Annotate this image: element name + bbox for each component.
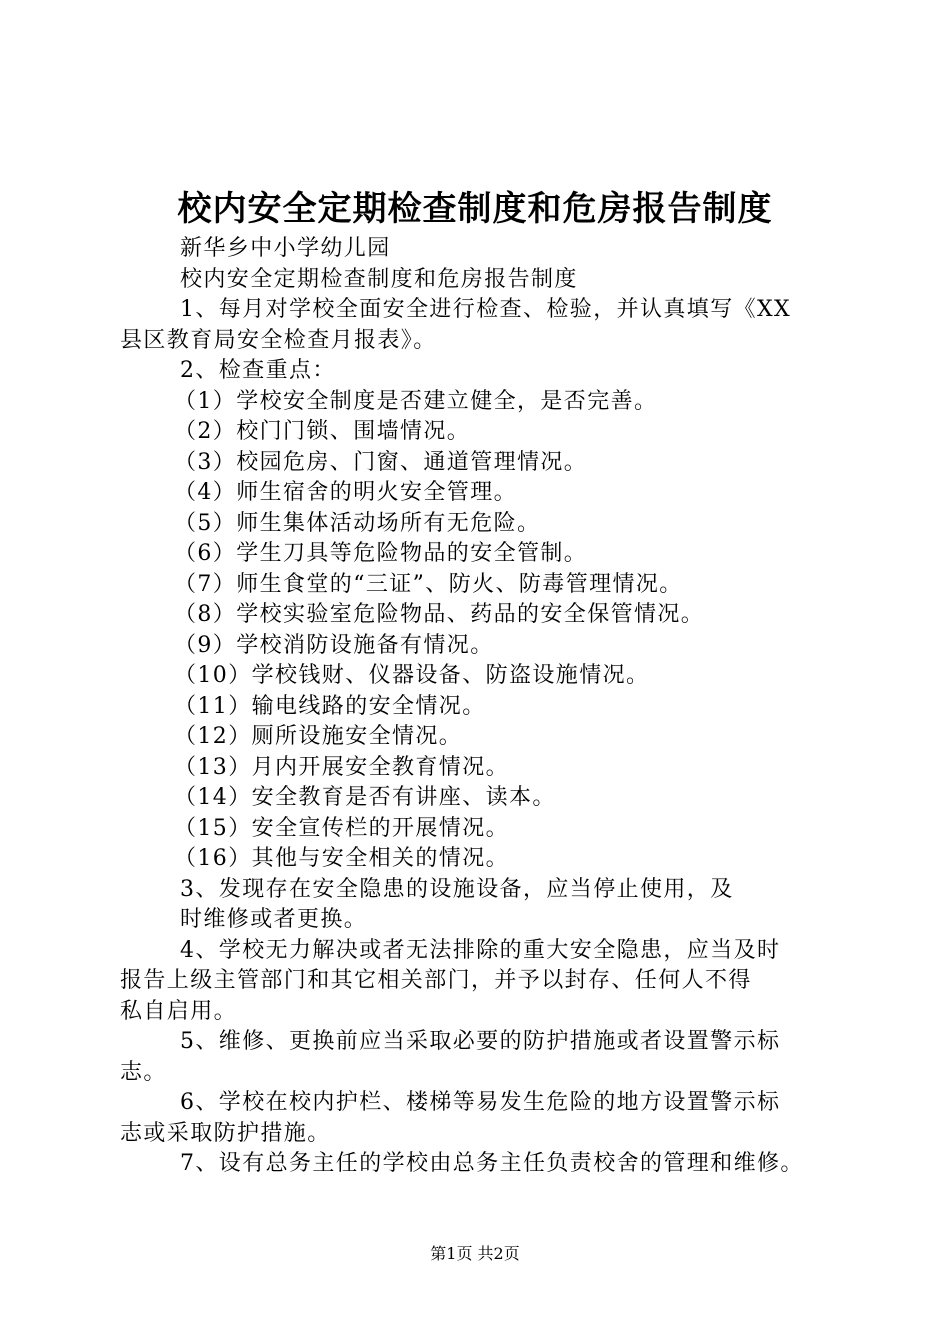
list-item: （8）学校实验室危险物品、药品的安全保管情况。	[174, 602, 705, 627]
list-item: （9）学校消防设施备有情况。	[174, 632, 494, 658]
paragraph-line: 2、检查重点：	[180, 358, 336, 383]
list-item: （4）师生宿舍的明火安全管理。	[174, 480, 517, 505]
list-item: （10）学校钱财、仪器设备、防盗设施情况。	[174, 663, 650, 688]
list-item: （2）校门门锁、围墙情况。	[174, 419, 471, 444]
list-item: （14）安全教育是否有讲座、读本。	[174, 785, 556, 810]
list-item: （16）其他与安全相关的情况。	[174, 846, 509, 871]
paragraph-line: 1、每月对学校全面安全进行检查、检验，并认真填写《XX	[180, 297, 792, 322]
paragraph-line: 志或采取防护措施。	[120, 1120, 331, 1146]
document-title: 校内安全定期检查制度和危房报告制度	[177, 189, 773, 229]
paragraph-line: 私自启用。	[120, 998, 238, 1024]
list-item: （11）输电线路的安全情况。	[174, 693, 486, 719]
list-item: （13）月内开展安全教育情况。	[174, 754, 509, 780]
list-item: （5）师生集体活动场所有无危险。	[174, 510, 541, 536]
paragraph-line: 时维修或者更换。	[180, 907, 368, 932]
list-item: （3）校园危房、门窗、通道管理情况。	[174, 449, 588, 475]
document-body	[120, 234, 840, 1180]
paragraph-line: 县区教育局安全检查月报表》。	[120, 327, 437, 353]
paragraph-line: 4、学校无力解决或者无法排除的重大安全隐患，应当及时	[180, 937, 781, 963]
paragraph-line: 报告上级主管部门和其它相关部门，并予以封存、任何人不得	[120, 968, 752, 993]
list-item: （12）厕所设施安全情况。	[174, 724, 463, 749]
paragraph-line: 新华乡中小学幼儿园	[180, 236, 391, 261]
paragraph-line: 6、学校在校内护栏、楼梯等易发生危险的地方设置警示标	[180, 1090, 781, 1115]
page-footer: 第1页 共2页	[430, 1244, 520, 1263]
list-item: （1）学校安全制度是否建立健全，是否完善。	[174, 388, 658, 414]
paragraph-line: 3、发现存在安全隐患的设施设备，应当停止使用，及	[180, 876, 734, 902]
paragraph-line: 7、设有总务主任的学校由总务主任负责校舍的管理和维修。	[180, 1151, 804, 1176]
list-item: （6）学生刀具等危险物品的安全管制。	[174, 541, 588, 566]
paragraph-line: 5、维修、更换前应当采取必要的防护措施或者设置警示标	[180, 1029, 781, 1054]
list-item: （15）安全宣传栏的开展情况。	[174, 815, 509, 841]
paragraph-line: 校内安全定期检查制度和危房报告制度	[180, 266, 578, 292]
paragraph-line: 志。	[120, 1059, 167, 1085]
list-item: （7）师生食堂的“三证”、防火、防毒管理情况。	[174, 571, 683, 597]
